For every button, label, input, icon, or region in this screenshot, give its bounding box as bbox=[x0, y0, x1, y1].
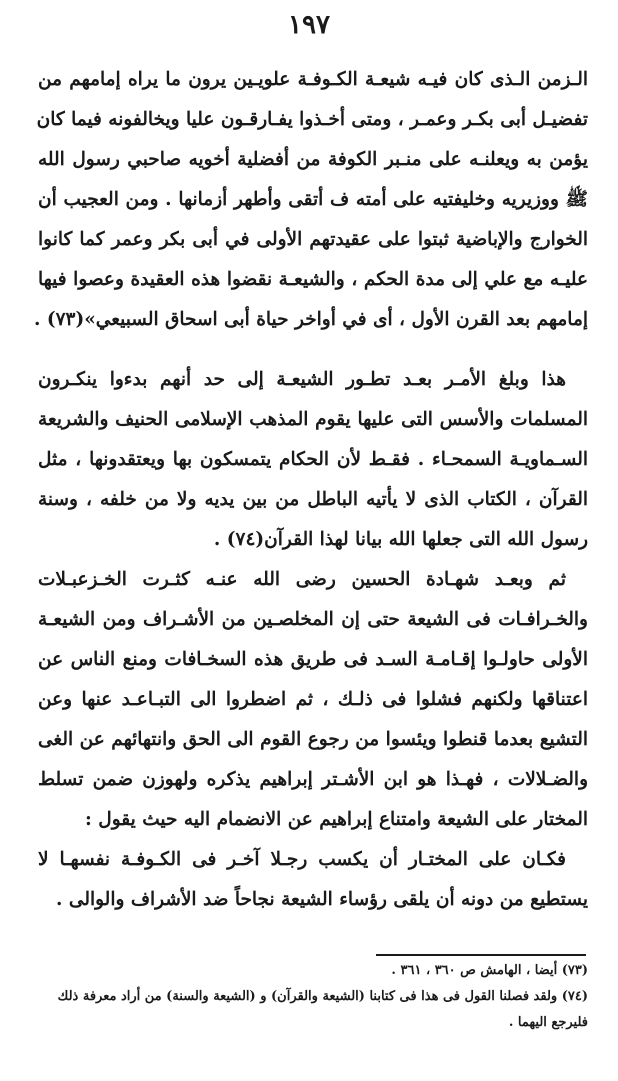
paragraph-1 bbox=[33, 60, 588, 340]
text-line: التشيع بعدما قنطوا ويئسوا من رجوع القوم الى الحق وانتهائهم عن الغى bbox=[38, 729, 588, 750]
text-line: هذا وبلغ الأمـر بعـد تطـور الشيعـة إلى حد أنهم بدءوا ينكـرون bbox=[38, 369, 566, 390]
body-text bbox=[33, 60, 588, 920]
text-line: المختار على الشيعة وامتناع إبراهيم عن الانضمام اليه حيث يقول : bbox=[85, 809, 588, 830]
text-line: القرآن ، الكتاب الذى لا يأتيه الباطل من بين يديه ولا من خلفه ، وسنة bbox=[38, 489, 588, 510]
text-line: ثم وبعـد شهـادة الحسين رضى الله عنـه كثـرت الخـزعبـلات bbox=[38, 569, 566, 590]
footnote-divider bbox=[376, 954, 586, 956]
text-line: فكـان على المختـار أن يكسب رجـلا آخـر فى الكـوفـة نفسهـا لا bbox=[38, 849, 566, 870]
footnote-73: (٧٣) أيضا ، الهامش ص ٣٦٠ ، ٣٦١ . bbox=[391, 963, 588, 978]
text-line: تفضيـل أبى بكـر وعمـر ، ومتى أخـذوا يفـارقـون عليا ويخالفونه فيما كان bbox=[36, 109, 588, 130]
text-line: إمامهم بعد القرن الأول ، أى في أواخر حياة أبى اسحاق السبيعي»(٧٣) . bbox=[33, 309, 588, 330]
text-line: المسلمات والأسس التى عليها يقوم المذهب الإسلامى الحنيف والشريعة bbox=[38, 409, 588, 430]
text-line: السـماويـة السمحـاء . فقـط لأن الحكام يتمسكون بها ويعتقدونها ، مثل bbox=[38, 449, 588, 470]
text-line: والضـلالات ، فهـذا هو ابن الأشـتر إبراهيم يذكره ولهوزن ضمن تسلط bbox=[38, 769, 588, 790]
text-line: عليـه مع علي إلى مدة الحكم ، والشيعـة نقضوا هذه العقيدة وعصوا فيها bbox=[38, 269, 588, 290]
text-line: ﷺ ووزيريه وخليفتيه على أمته ف أتقى وأطهر أزمانها . ومن العجيب أن bbox=[38, 189, 588, 210]
text-line: يؤمن به ويعلنـه على منـبر الكوفة من أفضلية أخويه صاحبي رسول الله bbox=[38, 149, 588, 170]
paragraph-4 bbox=[38, 840, 588, 920]
paragraph-3 bbox=[38, 560, 588, 840]
text-line: رسول الله التى جعلها الله بيانا لهذا القرآن(٧٤) . bbox=[213, 529, 588, 550]
page-number: ١٩٧ bbox=[288, 10, 330, 40]
text-line: الخوارج والإباضية ثبتوا على عقيدتهم الأولى في أبى بكر وعمر كما كانوا bbox=[38, 229, 588, 250]
paragraph-2 bbox=[38, 360, 588, 560]
text-line: الـزمن الـذى كان فيـه شيعـة الكـوفـة علويـين يرون ما يراه إمامهم من bbox=[38, 69, 588, 90]
footnote-74: (٧٤) ولقد فصلنا القول فى هذا فى كتابنا (الشيعة والقرآن) و (الشيعة والسنة) من أراد معرفة ذلك bbox=[57, 989, 588, 1004]
paragraph-gap bbox=[38, 340, 588, 360]
text-line: والخـرافـات فى الشيعة حتى إن المخلصـين من الأشـراف ومن الشيعـة bbox=[38, 609, 588, 630]
text-line: يستطيع من دونه أن يلقى رؤساء الشيعة نجاحاً ضد الأشراف والوالى . bbox=[56, 889, 588, 910]
footnote-74-continued: فليرجع اليهما . bbox=[508, 1015, 588, 1030]
text-line: الأولى حاولـوا إقـامـة السـد فى طريق هذه السخـافات ومنع الناس عن bbox=[38, 649, 588, 670]
footnotes bbox=[38, 958, 588, 1036]
text-line: اعتناقها ولكنهم فشلوا فى ذلـك ، ثم اضطروا الى التبـاعـد عنها وعن bbox=[38, 689, 588, 710]
